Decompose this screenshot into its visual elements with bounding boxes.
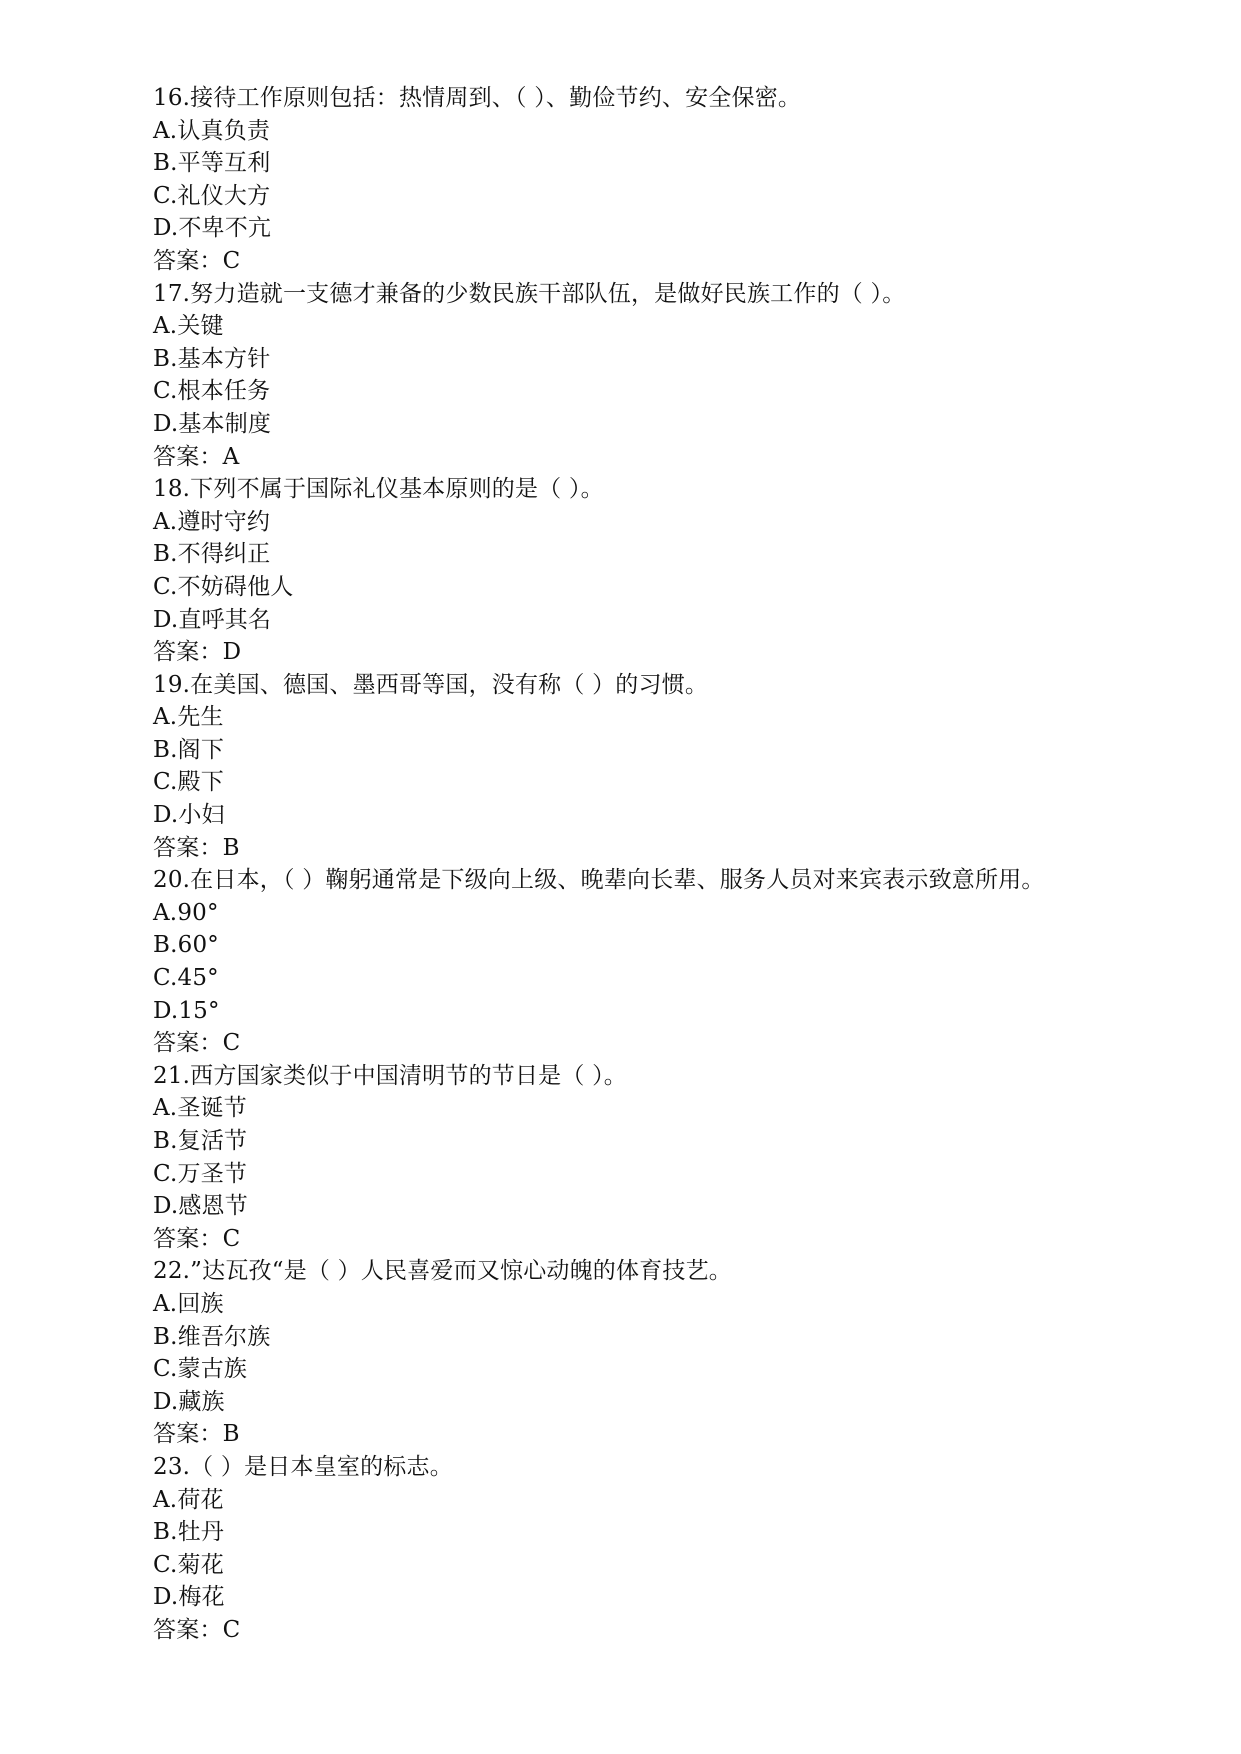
answer: 答案：B: [153, 834, 240, 861]
question-stem: 17.努力造就一支德才兼备的少数民族干部队伍，是做好民族工作的（ ）。: [153, 280, 906, 307]
question-18: [153, 473, 1193, 669]
answer: 答案：C: [153, 247, 241, 274]
option-a: A.先生: [153, 704, 224, 731]
answer: 答案：D: [153, 639, 242, 666]
question-stem: 18.下列不属于国际礼仪基本原则的是（ ）。: [153, 476, 604, 503]
answer: 答案：C: [153, 1030, 241, 1057]
option-a: A.认真负责: [153, 117, 271, 144]
question-23: [153, 1451, 1193, 1647]
option-a: A.关键: [153, 313, 224, 340]
question-stem: 20.在日本，（ ）鞠躬通常是下级向上级、晚辈向长辈、服务人员对来宾表示致意所用。: [153, 867, 1045, 894]
option-a: A.遵时守约: [153, 508, 271, 535]
question-21: [153, 1060, 1193, 1256]
question-stem: 23.（ ）是日本皇室的标志。: [153, 1453, 453, 1480]
option-c: C.45°: [153, 965, 219, 992]
question-stem: 21.西方国家类似于中国清明节的节日是（ ）。: [153, 1062, 627, 1089]
option-d: D.藏族: [153, 1388, 225, 1415]
option-b: B.复活节: [153, 1128, 248, 1154]
question-22: [153, 1255, 1193, 1451]
answer: 答案：B: [153, 1421, 240, 1448]
option-d: D.小妇: [153, 802, 225, 829]
option-b: B.阁下: [153, 736, 225, 763]
question-17: [153, 278, 1193, 474]
option-b: B.平等互利: [153, 150, 271, 177]
option-c: C.不妨碍他人: [153, 573, 294, 600]
option-c: C.根本任务: [153, 378, 271, 405]
option-a: A.圣诞节: [153, 1095, 247, 1122]
answer: 答案：A: [153, 443, 240, 470]
option-b: B.基本方针: [153, 345, 271, 372]
option-c: C.礼仪大方: [153, 182, 271, 209]
question-19: [153, 669, 1193, 865]
option-d: D.直呼其名: [153, 606, 272, 633]
option-d: D.不卑不亢: [153, 215, 272, 242]
option-d: D.15°: [153, 997, 220, 1024]
question-stem: 19.在美国、德国、墨西哥等国，没有称（ ）的习惯。: [153, 671, 709, 698]
option-a: A.90°: [153, 899, 219, 926]
option-d: D.梅花: [153, 1584, 225, 1611]
option-c: C.殿下: [153, 769, 224, 796]
answer: 答案：C: [153, 1225, 241, 1252]
option-b: B.维吾尔族: [153, 1323, 271, 1350]
option-d: D.基本制度: [153, 410, 272, 437]
option-d: D.感恩节: [153, 1193, 248, 1220]
option-b: B.牡丹: [153, 1519, 225, 1546]
option-a: A.回族: [153, 1290, 224, 1317]
option-b: B.60°: [153, 932, 219, 959]
question-20: [153, 864, 1193, 1060]
question-list: [153, 82, 1193, 1647]
option-b: B.不得纠正: [153, 541, 271, 568]
question-stem: 22.”达瓦孜“是（ ）人民喜爱而又惊心动魄的体育技艺。: [153, 1258, 733, 1285]
option-c: C.蒙古族: [153, 1356, 248, 1383]
answer: 答案：C: [153, 1616, 241, 1643]
option-c: C.万圣节: [153, 1160, 248, 1187]
question-16: [153, 82, 1193, 278]
option-a: A.荷花: [153, 1486, 224, 1513]
option-c: C.菊花: [153, 1551, 224, 1578]
question-stem: 16.接待工作原则包括：热情周到、（ ）、勤俭节约、安全保密。: [153, 85, 802, 111]
